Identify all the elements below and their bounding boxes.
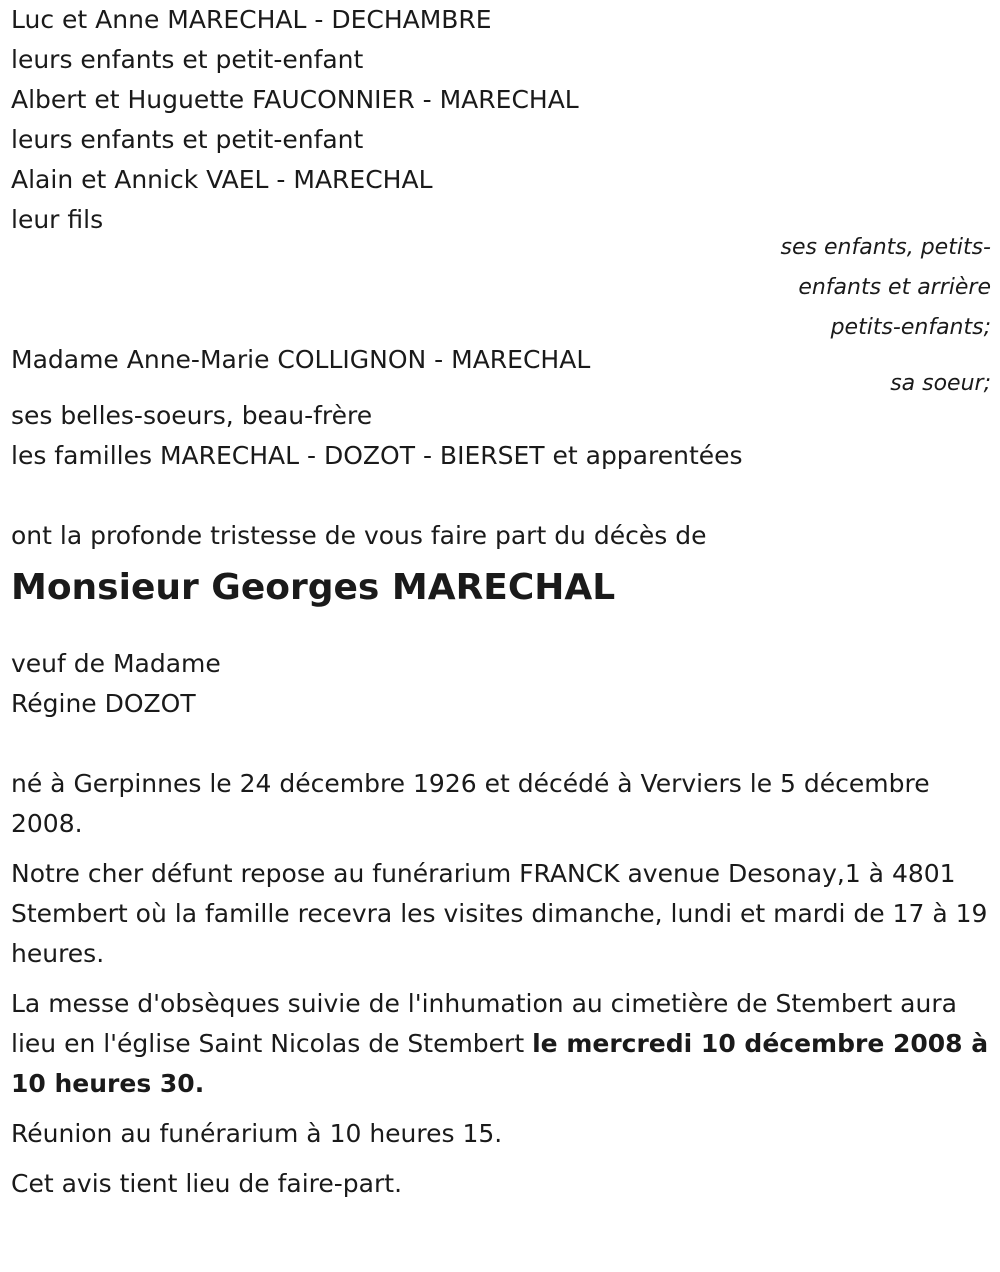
meeting-paragraph: Réunion au funérarium à 10 heures 15. xyxy=(11,1119,503,1148)
children-note-line: petits-enfants; xyxy=(830,315,991,340)
widower-line: veuf de Madame xyxy=(11,649,221,678)
rest-place-paragraph: Notre cher défunt repose au funérarium FRANCK avenue Desonay,1 à 4801 Stembert où la famille recevra les visites dimanche, lundi et mardi de 17 à 19 heures. xyxy=(11,859,988,968)
sister-line: Madame Anne-Marie COLLIGNON - MARECHAL xyxy=(11,345,591,374)
family-line: leur fils xyxy=(11,205,104,234)
mass-paragraph xyxy=(11,984,991,1104)
mass-text: La messe d'obsèques suivie de l'inhumation au cimetière de Stembert aura lieu en l'église Saint Nicolas de Stembert xyxy=(11,989,957,1058)
spacer xyxy=(11,724,991,764)
spacer xyxy=(11,616,991,644)
in-laws-line: ses belles-soeurs, beau-frère xyxy=(11,401,373,430)
announcement-line: ont la profonde tristesse de vous faire part du décès de xyxy=(11,521,707,550)
mass-date: le mercredi 10 décembre 2008 à 10 heures 30. xyxy=(11,1029,989,1098)
deceased-name: Monsieur Georges MARECHAL xyxy=(11,567,616,608)
family-line: Albert et Huguette FAUCONNIER - MARECHAL xyxy=(11,85,579,114)
children-note-line: enfants et arrière xyxy=(798,275,991,300)
notice-paragraph: Cet avis tient lieu de faire-part. xyxy=(11,1169,403,1198)
family-line: leurs enfants et petit-enfant xyxy=(11,45,364,74)
children-note-line: ses enfants, petits- xyxy=(780,235,991,260)
family-line: leurs enfants et petit-enfant xyxy=(11,125,364,154)
family-section xyxy=(11,0,991,240)
birth-death-paragraph: né à Gerpinnes le 24 décembre 1926 et décédé à Verviers le 5 décembre 2008. xyxy=(11,769,930,838)
family-line: Alain et Annick VAEL - MARECHAL xyxy=(11,165,433,194)
families-line: les familles MARECHAL - DOZOT - BIERSET et apparentées xyxy=(11,441,743,470)
family-line: Luc et Anne MARECHAL - DECHAMBRE xyxy=(11,5,492,34)
widower-line: Régine DOZOT xyxy=(11,689,196,718)
children-note xyxy=(11,228,991,348)
spacer xyxy=(11,476,991,516)
sister-note: sa soeur; xyxy=(890,371,991,396)
obituary-notice xyxy=(11,0,991,1214)
